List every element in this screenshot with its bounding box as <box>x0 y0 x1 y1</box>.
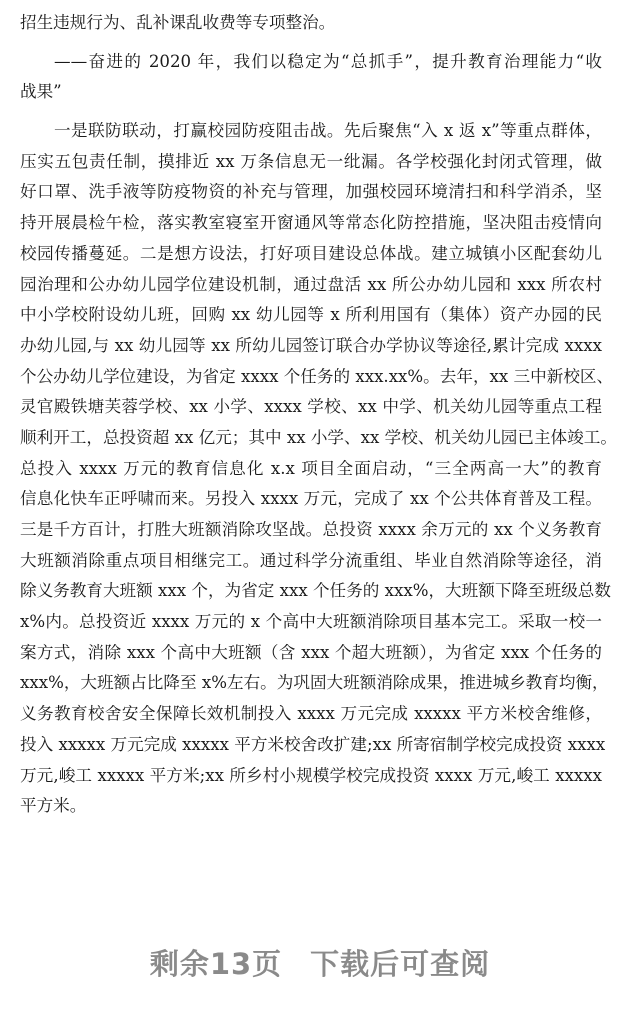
text-line: 大班额消除重点项目相继完工。通过科学分流重组、毕业自然消除等途径，消 <box>20 550 602 570</box>
text-line: 三是千方百计，打胜大班额消除攻坚战。总投资 xxxx 余万元的 xx 个义务教育 <box>20 520 602 539</box>
text-line: 灵官殿铁塘芙蓉学校、xx 小学、xxxx 学校、xx 中学、机关幼儿园等重点工程 <box>20 397 602 417</box>
text-line: 招生违规行为、乱补课乱收费等专项整治。 <box>20 13 336 32</box>
text-line: 中小学校附设幼儿班，回购 xx 幼儿园等 x 所利用国有（集体）资产办园的民 <box>20 305 602 325</box>
text-line: 投入 xxxxx 万元完成 xxxxx 平方米校舍改扩建;xx 所寄宿制学校完成投资 xxxx <box>20 734 606 754</box>
text-line: 个公办幼儿学位建设，为省定 xxxx 个任务的 xxx.xx%。去年，xx 三中新校区、 <box>20 366 614 386</box>
paragraph <box>20 47 602 108</box>
paragraph <box>20 116 617 822</box>
paragraph <box>20 8 602 39</box>
text-line: 办幼儿园,与 xx 幼儿园等 xx 所幼儿园签订联合办学协议等途径,累计完成 xxxx <box>20 335 602 355</box>
text-line: 平方米。 <box>20 796 87 816</box>
text-line: 万元,峻工 xxxxx 平方米;xx 所乡村小规模学校完成投资 xxxx 万元,峻工 xxxxx <box>20 765 602 785</box>
text-line: 战果” <box>20 82 62 102</box>
text-line: 压实五包责任制，摸排近 xx 万条信息无一纰漏。各学校强化封闭式管理，做 <box>20 151 602 171</box>
text-line: 好口罩、洗手液等防疫物资的补充与管理，加强校园环境清扫和科学消杀，坚 <box>20 182 602 202</box>
text-line: 案方式，消除 xxx 个高中大班额（含 xxx 个超大班额），为省定 xxx 个任务的 <box>20 642 602 662</box>
paragraph-gap <box>20 108 602 116</box>
preview-limit-banner[interactable] <box>0 942 640 983</box>
text-line: 一是联防联动，打赢校园防疫阻击战。先后聚焦“入 x 返 x”等重点群体， <box>54 121 602 141</box>
text-line: ——奋进的 2020 年，我们以稳定为“总抓手”，提升教育治理能力“收 <box>54 51 602 71</box>
text-line: 园治理和公办幼儿园学位建设机制，通过盘活 xx 所公办幼儿园和 xxx 所农村 <box>20 274 602 294</box>
text-line: 义务教育校舍安全保障长效机制投入 xxxx 万元完成 xxxxx 平方米校舍维修， <box>20 704 602 724</box>
download-prompt-text[interactable]: 下载后可查阅 <box>310 947 491 981</box>
paragraph-gap <box>20 39 602 47</box>
text-line: 顺利开工，总投资超 xx 亿元；其中 xx 小学、xx 学校、机关幼儿园已主体竣工。 <box>20 427 617 447</box>
text-line: 除义务教育大班额 xxx 个，为省定 xxx 个任务的 xxx%，大班额下降至班级总数 <box>20 581 611 601</box>
text-line: x%内。总投资近 xxxx 万元的 x 个高中大班额消除项目基本完工。采取一校一 <box>20 612 602 632</box>
document-body <box>20 8 617 822</box>
text-line: 持开展晨检午检，落实教室寝室开窗通风等常态化防控措施，坚决阻击疫情向 <box>20 213 602 233</box>
text-line: 信息化快车正呼啸而来。另投入 xxxx 万元，完成了 xx 个公共体育普及工程。 <box>20 489 602 509</box>
text-line: 校园传播蔓延。二是想方设法，打好项目建设总体战。建立城镇小区配套幼儿 <box>20 243 602 263</box>
text-line: xxx%，大班额占比降至 x%左右。为巩固大班额消除成果，推进城乡教育均衡， <box>20 673 609 693</box>
remaining-pages-text: 剩余13页 <box>149 947 283 981</box>
text-line: 总投入 xxxx 万元的教育信息化 x.x 项目全面启动，“三全两高一大”的教育 <box>20 458 602 478</box>
